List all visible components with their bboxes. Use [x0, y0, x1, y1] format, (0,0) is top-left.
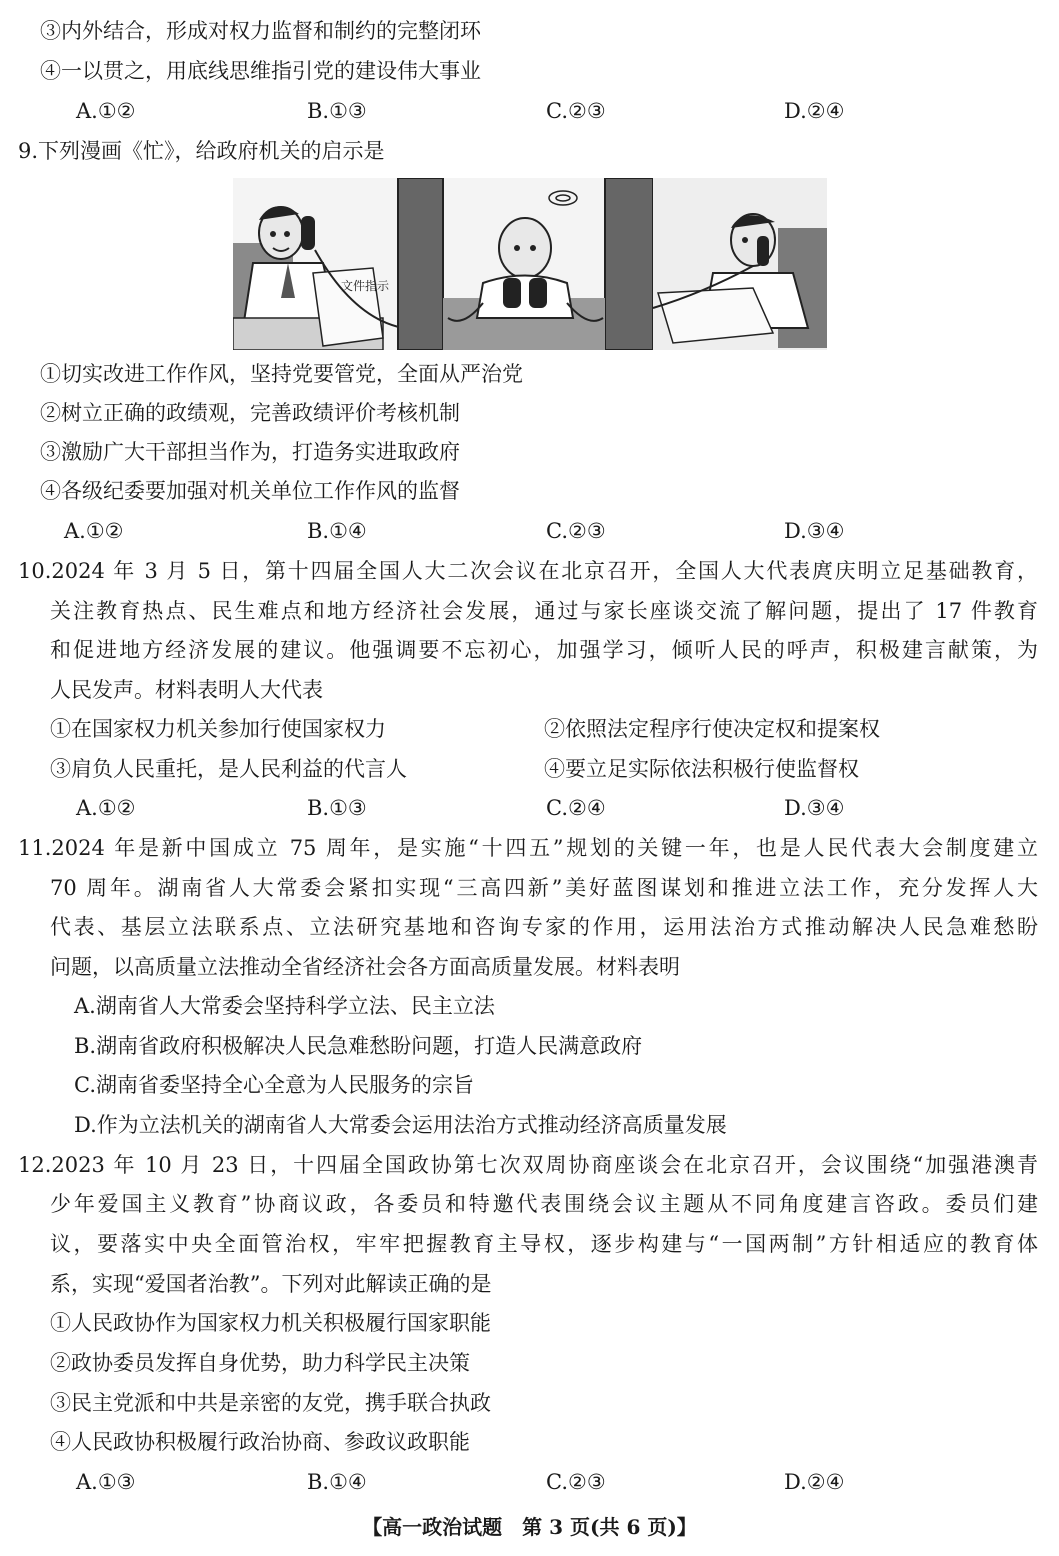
q8-option-d: D.②④	[784, 99, 845, 123]
q12-stem-line-2: 少年爱国主义教育”协商议政，各委员和特邀代表围绕会议主题从不同角度建言咨政。委员们建	[50, 1192, 1038, 1216]
q10-stem-line-3: 和促进地方经济发展的建议。他强调要不忘初心，加强学习，倾听人民的呼声，积极建言献策，为	[50, 638, 1038, 662]
q10-stem-line-1: 10.2024 年 3 月 5 日，第十四届全国人大二次会议在北京召开，全国人大代表庹庆明立足基础教育，	[18, 559, 1038, 583]
q9-statement-2: ②树立正确的政绩观，完善政绩评价考核机制	[40, 401, 460, 425]
q10-statement-2: ②依照法定程序行使决定权和提案权	[544, 717, 880, 741]
q11-stem-line-2: 70 周年。湖南省人大常委会紧扣实现“三高四新”美好蓝图谋划和推进立法工作，充分发挥人大	[50, 876, 1038, 900]
busy-cartoon	[233, 178, 827, 350]
q10-stem-line-2: 关注教育热点、民生难点和地方经济社会发展，通过与家长座谈交流了解问题，提出了 17 件教育	[50, 599, 1038, 623]
q8-statement-4: ④一以贯之，用底线思维指引党的建设伟大事业	[40, 59, 481, 83]
doc-label: 文件指示	[341, 279, 390, 293]
q10-option-c: C.②④	[546, 796, 606, 820]
q8-option-a: A.①②	[76, 99, 136, 123]
q12-stem-line-3: 议，要落实中央全面管治权，牢牢把握教育主导权，逐步构建与“一国两制”方针相适应的教育体	[50, 1232, 1038, 1256]
q12-statement-1: ①人民政协作为国家权力机关积极履行国家职能	[50, 1311, 491, 1335]
q12-option-d: D.②④	[784, 1470, 845, 1494]
q9-stem: 9.下列漫画《忙》，给政府机关的启示是	[18, 139, 385, 163]
q8-statement-3: ③内外结合，形成对权力监督和制约的完整闭环	[40, 19, 481, 43]
q9-option-b: B.①④	[307, 519, 367, 543]
q10-statement-1: ①在国家权力机关参加行使国家权力	[50, 717, 386, 741]
q10-option-a: A.①②	[76, 796, 136, 820]
q10-statement-3: ③肩负人民重托，是人民利益的代言人	[50, 757, 407, 781]
q12-option-a: A.①③	[76, 1470, 136, 1494]
q12-statement-4: ④人民政协积极履行政治协商、参政议政职能	[50, 1430, 470, 1454]
q12-stem-line-4: 系，实现“爱国者治教”。下列对此解读正确的是	[50, 1272, 492, 1296]
q10-option-d: D.③④	[784, 796, 845, 820]
cartoon-drawing	[233, 178, 827, 350]
q12-statement-3: ③民主党派和中共是亲密的友党，携手联合执政	[50, 1391, 491, 1415]
q11-option-b: B.湖南省政府积极解决人民急难愁盼问题，打造人民满意政府	[74, 1034, 643, 1058]
q9-statement-1: ①切实改进工作作风，坚持党要管党，全面从严治党	[40, 362, 523, 386]
q10-stem-line-4: 人民发声。材料表明人大代表	[50, 678, 323, 702]
q12-option-b: B.①④	[307, 1470, 367, 1494]
q12-option-c: C.②③	[546, 1470, 606, 1494]
q11-stem-line-3: 代表、基层立法联系点、立法研究基地和咨询专家的作用，运用法治方式推动解决人民急难愁盼	[50, 915, 1038, 939]
q10-option-b: B.①③	[307, 796, 367, 820]
q11-stem-line-4: 问题，以高质量立法推动全省经济社会各方面高质量发展。材料表明	[50, 955, 680, 979]
q11-option-d: D.作为立法机关的湖南省人大常委会运用法治方式推动经济高质量发展	[74, 1113, 727, 1137]
q12-statement-2: ②政协委员发挥自身优势，助力科学民主决策	[50, 1351, 470, 1375]
page-footer: 【高一政治试题 第 3 页(共 6 页)】	[362, 1515, 697, 1539]
q9-option-a: A.①②	[64, 519, 124, 543]
q9-statement-4: ④各级纪委要加强对机关单位工作作风的监督	[40, 479, 460, 503]
q12-stem-line-1: 12.2023 年 10 月 23 日，十四届全国政协第七次双周协商座谈会在北京召开，会议围绕“加强港澳青	[18, 1153, 1038, 1177]
q10-statement-4: ④要立足实际依法积极行使监督权	[544, 757, 859, 781]
q8-option-b: B.①③	[307, 99, 367, 123]
q9-option-c: C.②③	[546, 519, 606, 543]
q11-option-c: C.湖南省委坚持全心全意为人民服务的宗旨	[74, 1073, 474, 1097]
q11-option-a: A.湖南省人大常委会坚持科学立法、民主立法	[74, 994, 495, 1018]
q9-statement-3: ③激励广大干部担当作为，打造务实进取政府	[40, 440, 460, 464]
q9-option-d: D.③④	[784, 519, 845, 543]
right-official-figure	[653, 178, 827, 350]
q8-option-c: C.②③	[546, 99, 606, 123]
q11-stem-line-1: 11.2024 年是新中国成立 75 周年，是实施“十四五”规划的关键一年，也是人民代表大会制度建立	[18, 836, 1038, 860]
